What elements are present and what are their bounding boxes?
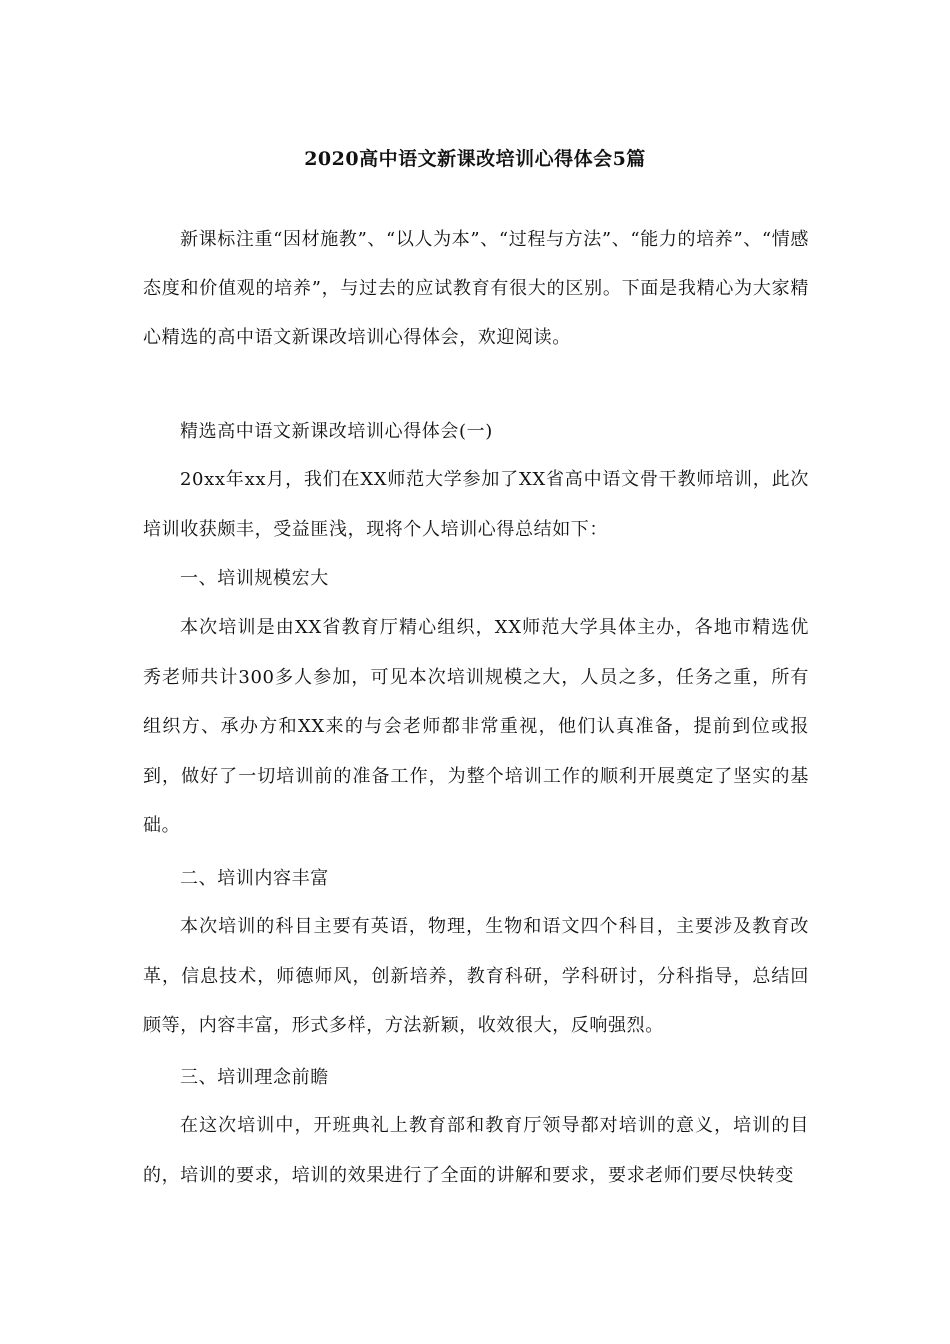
document-title: 2020高中语文新课改培训心得体会5篇 <box>304 148 646 170</box>
heading-2: 二、培训内容丰富 <box>180 868 329 889</box>
intro-paragraph: 新课标注重“因材施教”、“以人为本”、“过程与方法”、“能力的培养”、“情感态度和价值观的培养”，与过去的应试教育有很大的区别。下面是我精心为大家精心精选的高中语文新课改培训心得体会，欢迎阅读。 <box>143 229 809 348</box>
paragraph-3: 本次培训的科目主要有英语，物理，生物和语文四个科目，主要涉及教育改革，信息技术，师德师风，创新培养，教育科研，学科研讨，分科指导，总结回顾等，内容丰富，形式多样，方法新颖，收效很大，反响强烈。 <box>143 916 809 1036</box>
paragraph-4: 在这次培训中，开班典礼上教育部和教育厅领导都对培训的意义，培训的目的，培训的要求，培训的效果进行了全面的讲解和要求，要求老师们要尽快转变 <box>143 1115 809 1186</box>
paragraph-1: 20xx年xx月，我们在XX师范大学参加了XX省高中语文骨干教师培训，此次培训收获颇丰，受益匪浅，现将个人培训心得总结如下： <box>143 469 809 540</box>
heading-3: 三、培训理念前瞻 <box>180 1067 329 1088</box>
paragraph-2: 本次培训是由XX省教育厅精心组织，XX师范大学具体主办，各地市精选优秀老师共计300多人参加，可见本次培训规模之大，人员之多，任务之重，所有组织方、承办方和XX来的与会老师都非常重视，他们认真准备，提前到位或报到，做好了一切培训前的准备工作，为整个培训工作的顺利开展奠定了坚实的基础。 <box>143 617 809 836</box>
heading-1: 一、培训规模宏大 <box>180 568 329 589</box>
section-title: 精选高中语文新课改培训心得体会(一) <box>180 421 493 442</box>
